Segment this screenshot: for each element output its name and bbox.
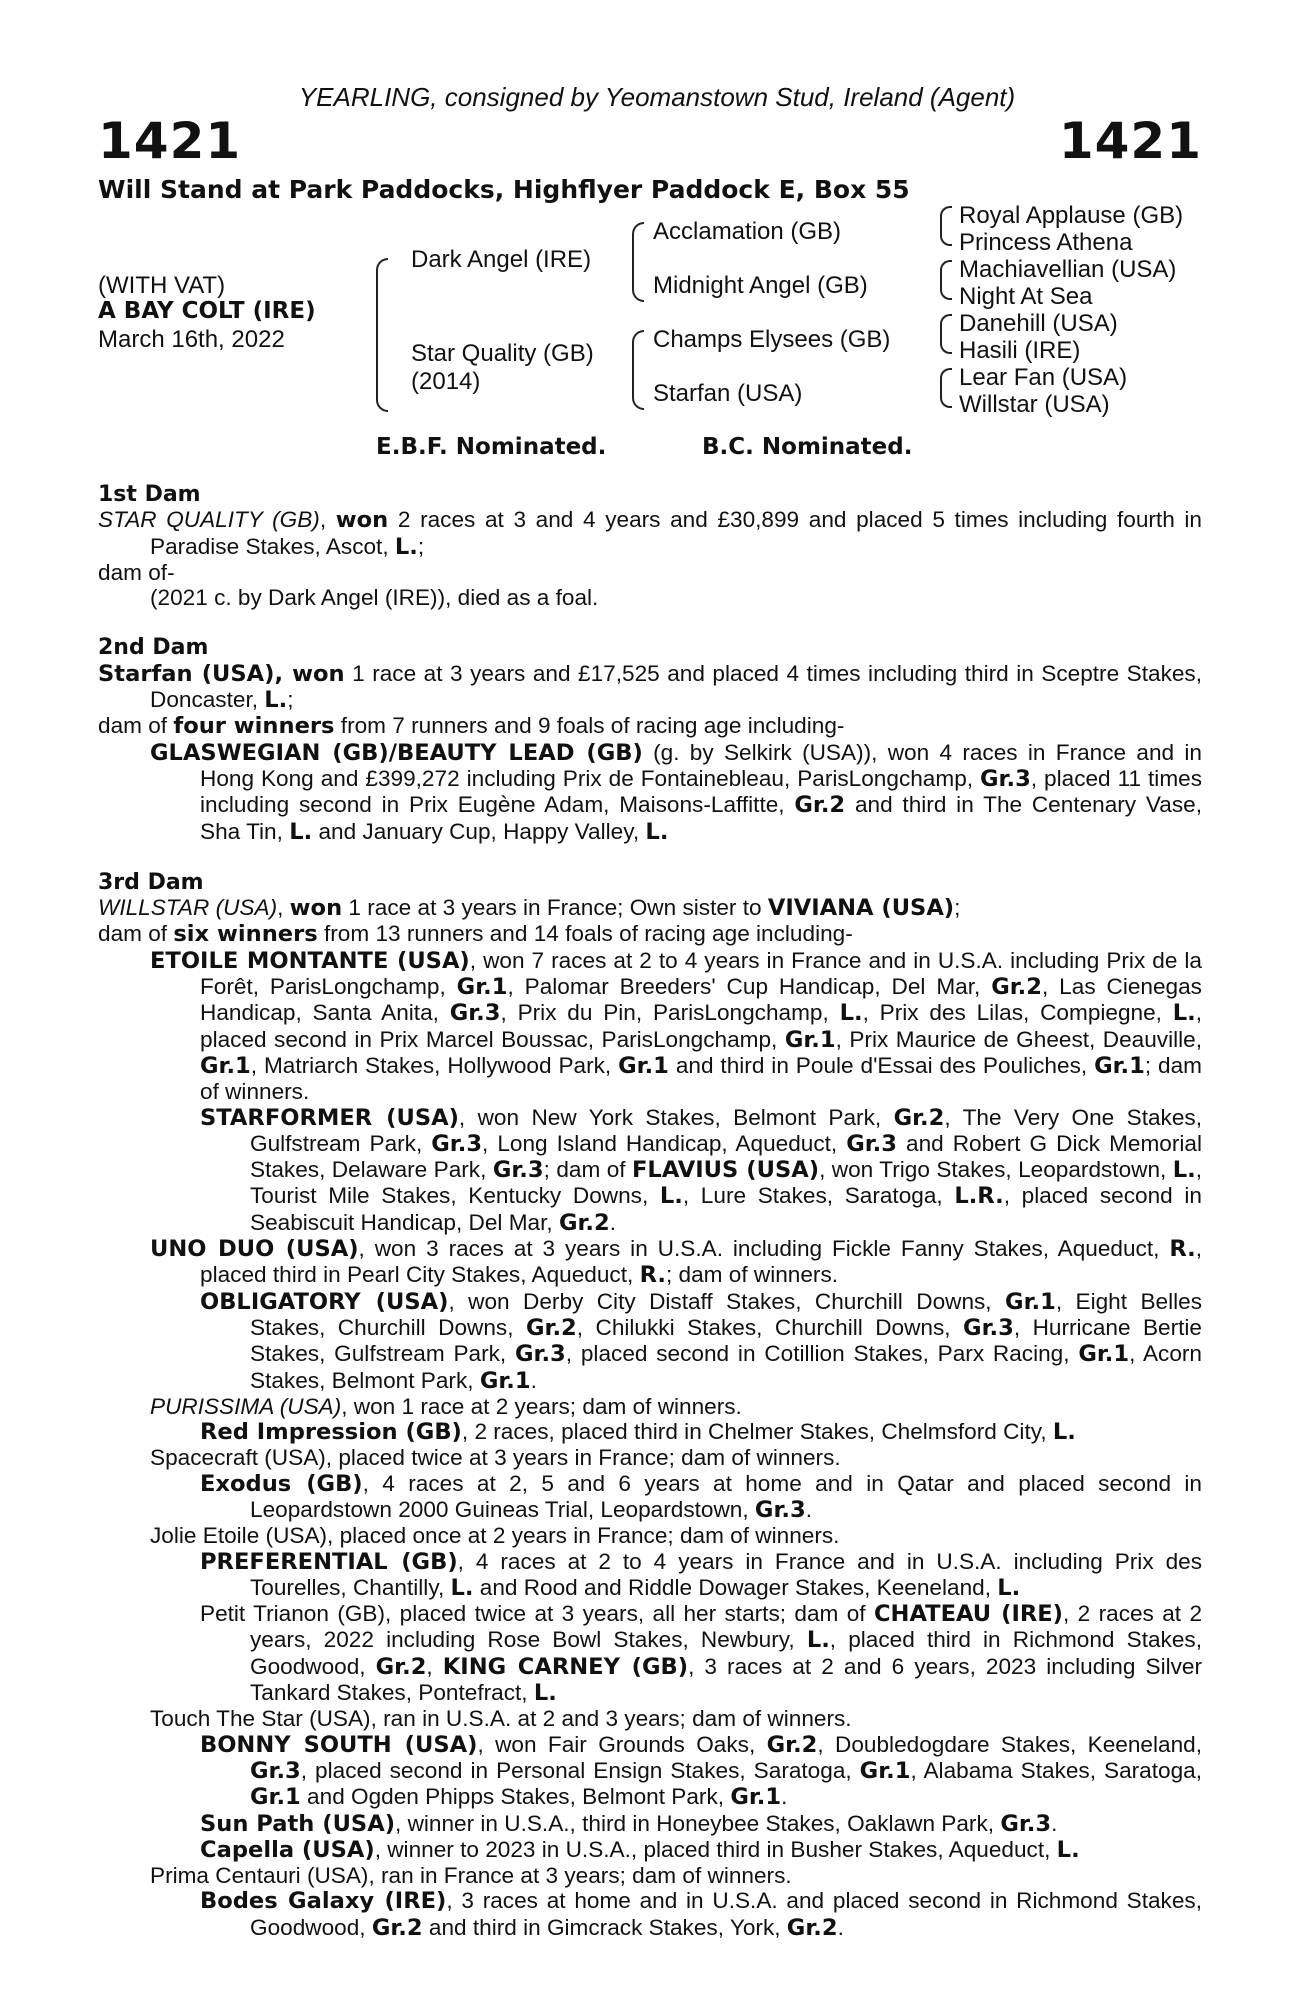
gg-8: Willstar (USA) xyxy=(959,391,1110,418)
prima-centauri-entry: Prima Centauri (USA), ran in France at 3 years; dam of winners. xyxy=(150,1863,792,1889)
gg-1: Royal Applause (GB) xyxy=(959,202,1184,229)
gg-3: Machiavellian (USA) xyxy=(959,256,1177,283)
starformer-entry: STARFORMER (USA), won New York Stakes, Belmont Park, Gr.2, The Very One Stakes, Gulfstream Park, Gr.3, Long Island Handicap, Aqueduct, Gr.3 and Robert G Dick Memorial Stakes, Delaware Park, Gr.3; dam of FLAVIUS (USA), won Trigo Stakes, Leopardstown, L., Tourist Mile Stakes, Kentucky Downs, L., Lure Stakes, Saratoga, L.R., placed second in Seabiscuit Handicap, Del Mar, Gr.2. xyxy=(200,1104,1203,1236)
brace-gg2 xyxy=(940,260,952,300)
second-dam-damof: dam of four winners from 7 runners and 9 foals of racing age including- xyxy=(98,713,845,740)
first-dam-para: STAR QUALITY (GB), won 2 races at 3 and 4 years and £30,899 and placed 5 times including fourth in Paradise Stakes, Ascot, L.; xyxy=(98,507,1202,560)
sire-dam: Midnight Angel (GB) xyxy=(653,272,868,299)
dam-dam: Starfan (USA) xyxy=(653,380,803,407)
gg-2: Princess Athena xyxy=(959,229,1133,256)
etoile-entry: ETOILE MONTANTE (USA), won 7 races at 2 to 4 years in France and in U.S.A. including Prix de la Forêt, ParisLongchamp, Gr.1, Palomar Breeders' Cup Handicap, Del Mar, Gr.2, Las Cienegas Handicap, Santa Anita, Gr.3, Prix du Pin, ParisLongchamp, L., Prix des Lilas, Compiegne, L., placed second in Prix Marcel Boussac, ParisLongchamp, Gr.1, Prix Maurice de Gheest, Deauville, Gr.1, Matriarch Stakes, Hollywood Park, Gr.1 and third in Poule d'Essai des Pouliches, Gr.1; dam of winners. xyxy=(150,947,1203,1105)
gg-7: Lear Fan (USA) xyxy=(959,364,1128,391)
catalogue-body xyxy=(98,482,1202,1941)
petit-trianon-entry: Petit Trianon (GB), placed twice at 3 years, all her starts; dam of CHATEAU (IRE), 2 races at 2 years, 2022 including Rose Bowl Stakes, Newbury, L., placed third in Richmond Stakes, Goodwood, Gr.2, KING CARNEY (GB), 3 races at 2 and 6 years, 2023 including Silver Tankard Stakes, Pontefract, L. xyxy=(200,1601,1203,1707)
dam-sire: Champs Elysees (GB) xyxy=(653,326,891,353)
third-dam-damof: dam of six winners from 13 runners and 14 foals of racing age including- xyxy=(98,921,853,948)
consignment-line: YEARLING, consigned by Yeomanstown Stud, Ireland (Agent) xyxy=(298,82,1016,112)
foaling-date: March 16th, 2022 xyxy=(98,326,285,353)
third-dam-para: WILLSTAR (USA), won 1 race at 3 years in France; Own sister to VIVIANA (USA); xyxy=(98,895,961,922)
red-impression-entry: Red Impression (GB), 2 races, placed third in Chelmer Stakes, Chelmsford City, L. xyxy=(200,1419,1076,1446)
touch-the-star-entry: Touch The Star (USA), ran in U.S.A. at 2 and 3 years; dam of winners. xyxy=(150,1706,852,1732)
spacecraft-entry: Spacecraft (USA), placed twice at 3 years in France; dam of winners. xyxy=(150,1445,841,1471)
lot-number-right: 1421 xyxy=(1058,112,1202,170)
brace-gg3 xyxy=(940,314,952,354)
first-dam-foal: (2021 c. by Dark Angel (IRE)), died as a foal. xyxy=(150,585,599,611)
bodes-galaxy-entry: Bodes Galaxy (IRE), 3 races at home and in U.S.A. and placed second in Richmond Stakes, Goodwood, Gr.2 and third in Gimcrack Stakes, York, Gr.2. xyxy=(200,1888,1202,1941)
second-dam-para: Starfan (USA), won 1 race at 3 years and £17,525 and placed 4 times including third in Sceptre Stakes, Doncaster, L.; xyxy=(98,660,1202,714)
capella-entry: Capella (USA), winner to 2023 in U.S.A., placed third in Busher Stakes, Aqueduct, L. xyxy=(200,1836,1080,1863)
brace-gg1 xyxy=(940,206,952,246)
first-dam-heading: 1st Dam xyxy=(98,482,201,507)
obligatory-entry: OBLIGATORY (USA), won Derby City Distaff Stakes, Churchill Downs, Gr.1, Eight Belles Stakes, Churchill Downs, Gr.2, Chilukki Stakes, Churchill Downs, Gr.3, Hurricane Bertie Stakes, Gulfstream Park, Gr.3, placed second in Cotillion Stakes, Parx Racing, Gr.1, Acorn Stakes, Belmont Park, Gr.1. xyxy=(200,1288,1202,1394)
dam-name: Star Quality (GB) xyxy=(411,340,594,367)
ebf-nomination: E.B.F. Nominated. xyxy=(376,434,607,460)
gg-4: Night At Sea xyxy=(959,283,1093,310)
brace-gg4 xyxy=(940,368,952,408)
bonny-south-entry: BONNY SOUTH (USA), won Fair Grounds Oaks, Gr.2, Doubledogdare Stakes, Keeneland, Gr.3, placed second in Personal Ensign Stakes, Saratoga, Gr.1, Alabama Stakes, Saratoga, Gr.1 and Ogden Phipps Stakes, Belmont Park, Gr.1. xyxy=(200,1731,1202,1811)
brace-main xyxy=(376,258,388,412)
sire: Dark Angel (IRE) xyxy=(411,246,592,273)
exodus-entry: Exodus (GB), 4 races at 2, 5 and 6 years at home and in Qatar and placed second in Leopardstown 2000 Guineas Trial, Leopardstown, Gr.3. xyxy=(200,1470,1202,1523)
preferential-entry: PREFERENTIAL (GB), 4 races at 2 to 4 years in France and in U.S.A. including Prix des Tourelles, Chantilly, L. and Rood and Riddle Dowager Stakes, Keeneland, L. xyxy=(200,1548,1203,1601)
sun-path-entry: Sun Path (USA), winner in U.S.A., third in Honeybee Stakes, Oaklawn Park, Gr.3. xyxy=(200,1810,1058,1837)
second-dam-heading: 2nd Dam xyxy=(98,635,209,661)
horse-name: A BAY COLT (IRE) xyxy=(98,298,316,324)
third-dam-heading: 3rd Dam xyxy=(98,869,204,895)
vat-note: (WITH VAT) xyxy=(98,272,226,299)
lot-number-left: 1421 xyxy=(98,112,242,170)
brace-sire xyxy=(632,222,644,302)
sire-sire: Acclamation (GB) xyxy=(653,218,842,245)
stand-location: Will Stand at Park Paddocks, Highflyer Paddock E, Box 55 xyxy=(98,175,910,204)
jolie-etoile-entry: Jolie Etoile (USA), placed once at 2 years in France; dam of winners. xyxy=(150,1523,840,1549)
gg-5: Danehill (USA) xyxy=(959,310,1118,337)
first-dam-damof: dam of- xyxy=(98,559,175,585)
uno-duo-entry: UNO DUO (USA), won 3 races at 3 years in U.S.A. including Fickle Fanny Stakes, Aqueduct, R., placed third in Pearl City Stakes, Aqueduct, R.; dam of winners. xyxy=(150,1236,1202,1289)
gg-6: Hasili (IRE) xyxy=(959,337,1081,364)
dam-year: (2014) xyxy=(411,368,481,395)
bc-nomination: B.C. Nominated. xyxy=(702,434,913,460)
glaswegian-entry: GLASWEGIAN (GB)/BEAUTY LEAD (GB) (g. by Selkirk (USA)), won 4 races in France and in Hong Kong and £399,272 including Prix de Fontainebleau, ParisLongchamp, Gr.3, placed 11 times including second in Prix Eugène Adam, Maisons-Laffitte, Gr.2 and third in The Centenary Vase, Sha Tin, L. and January Cup, Happy Valley, L. xyxy=(150,739,1203,845)
purissima-entry: PURISSIMA (USA), won 1 race at 2 years; dam of winners. xyxy=(150,1393,742,1419)
brace-dam xyxy=(632,330,644,410)
